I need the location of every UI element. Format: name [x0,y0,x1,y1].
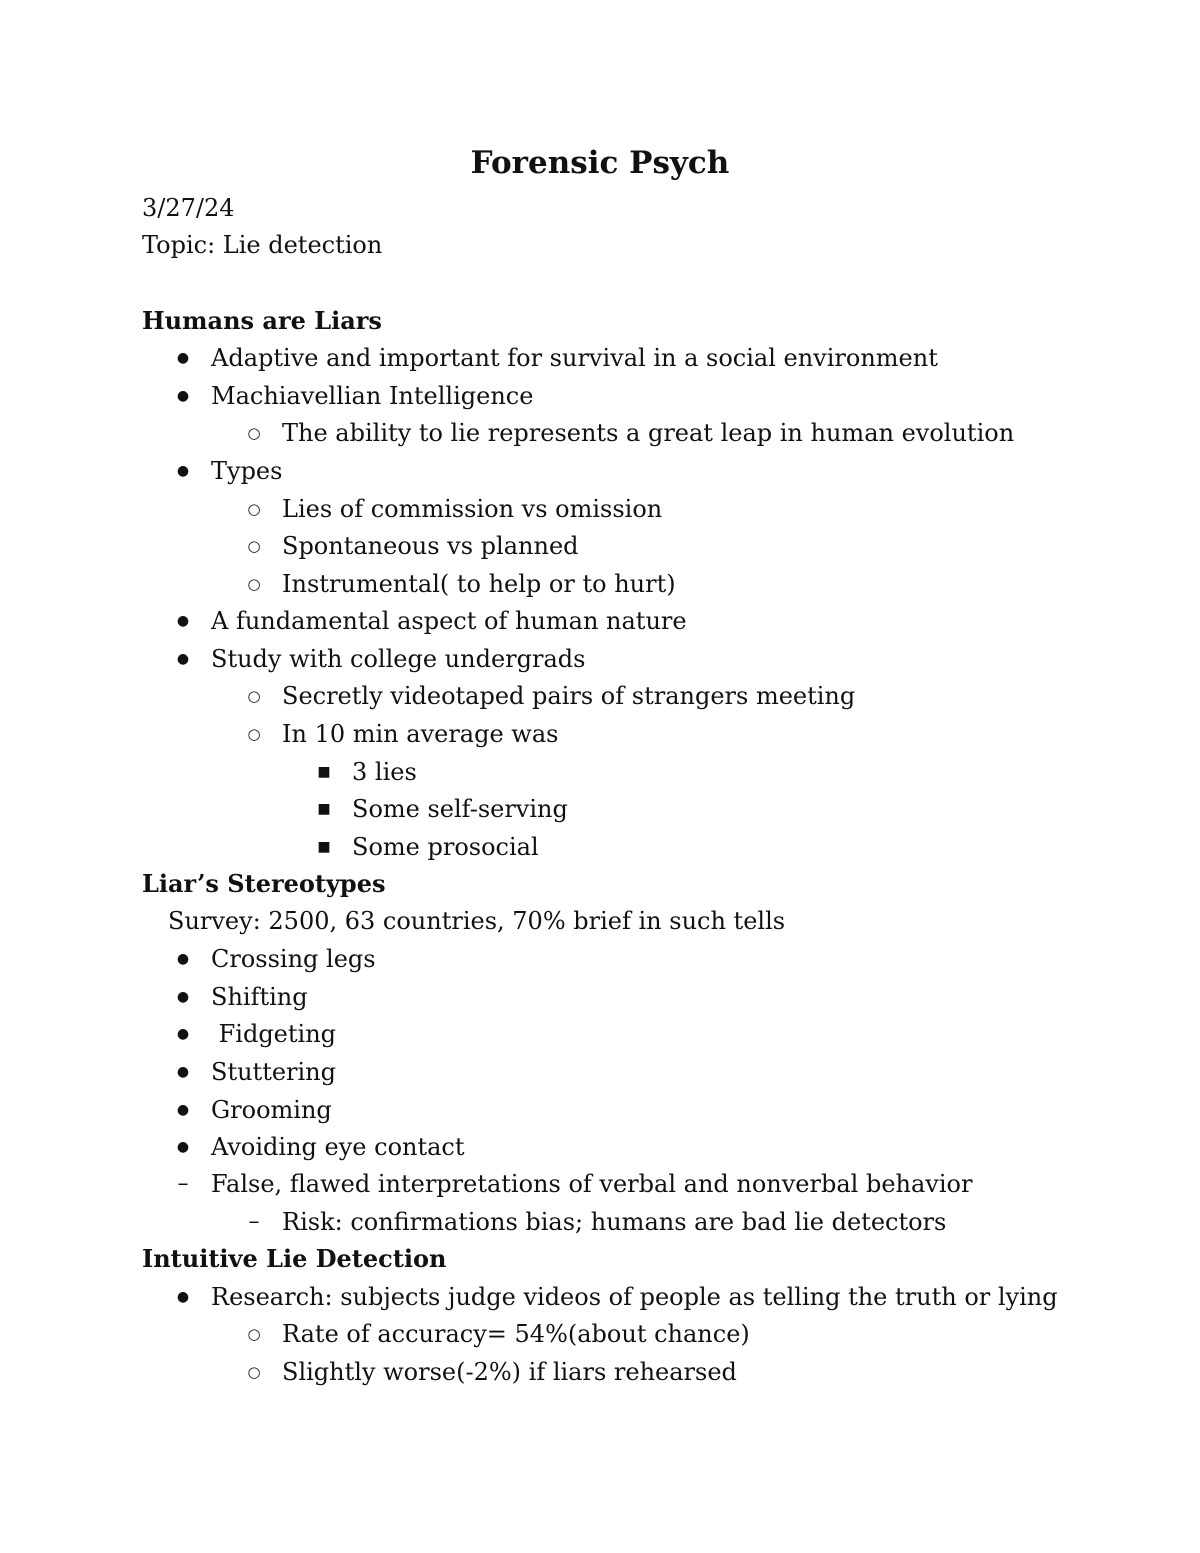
bullet-dash-marker: – [248,1209,260,1234]
list-item: Shifting [211,983,308,1011]
list-item: Lies of commission vs omission [282,495,663,523]
list-item: Crossing legs [211,945,376,973]
bullet-disc-marker: ● [176,1139,190,1155]
list-item: Stuttering [211,1058,337,1086]
list-item: Spontaneous vs planned [282,532,579,560]
page-title: Forensic Psych [470,145,730,181]
list-item: Rate of accuracy= 54%(about chance) [282,1320,750,1348]
list-item: Secretly videotaped pairs of strangers meeting [282,682,856,710]
list-item: Instrumental( to help or to hurt) [282,570,676,598]
bullet-disc-marker: ● [176,1026,190,1042]
list-item: Machiavellian Intelligence [211,382,534,410]
list-item: Some self-serving [352,795,568,823]
list-item: 3 lies [352,758,417,786]
list-item: Slightly worse(-2%) if liars rehearsed [282,1358,737,1386]
list-item: Risk: confirmations bias; humans are bad lie detectors [282,1208,947,1236]
list-item: A fundamental aspect of human nature [211,607,687,635]
bullet-circle-marker: ○ [247,575,261,593]
section-heading-intuitive-lie-detection: Intuitive Lie Detection [142,1244,447,1273]
bullet-dash-marker: – [177,1171,189,1196]
bullet-disc-marker: ● [176,613,190,629]
bullet-circle-marker: ○ [247,537,261,555]
bullet-disc-marker: ● [176,463,190,479]
bullet-circle-marker: ○ [247,1363,261,1381]
list-item: In 10 min average was [282,720,559,748]
bullet-disc-marker: ● [176,989,190,1005]
bullet-disc-marker: ● [176,651,190,667]
section-heading-humans-are-liars: Humans are Liars [142,306,382,335]
bullet-disc-marker: ● [176,1102,190,1118]
bullet-circle-marker: ○ [247,725,261,743]
bullet-square-marker: ■ [317,764,331,780]
list-item: Grooming [211,1096,332,1124]
list-item: Types [211,457,283,485]
bullet-disc-marker: ● [176,1064,190,1080]
survey-line: Survey: 2500, 63 countries, 70% brief in such tells [168,907,786,935]
topic-line: Topic: Lie detection [142,231,383,259]
bullet-square-marker: ■ [317,839,331,855]
bullet-circle-marker: ○ [247,1325,261,1343]
bullet-circle-marker: ○ [247,424,261,442]
list-item: Fidgeting [211,1020,337,1048]
bullet-square-marker: ■ [317,801,331,817]
section-heading-liars-stereotypes: Liar’s Stereotypes [142,869,386,898]
list-item: Some prosocial [352,833,539,861]
bullet-circle-marker: ○ [247,687,261,705]
bullet-circle-marker: ○ [247,500,261,518]
list-item: Research: subjects judge videos of people as telling the truth or lying [211,1283,1058,1311]
list-item: Avoiding eye contact [211,1133,465,1161]
list-item: Study with college undergrads [211,645,586,673]
bullet-disc-marker: ● [176,388,190,404]
bullet-disc-marker: ● [176,350,190,366]
list-item: The ability to lie represents a great leap in human evolution [282,419,1015,447]
list-item: Adaptive and important for survival in a social environment [211,344,938,372]
date-line: 3/27/24 [142,194,235,222]
bullet-disc-marker: ● [176,1289,190,1305]
list-item: False, flawed interpretations of verbal and nonverbal behavior [211,1170,973,1198]
bullet-disc-marker: ● [176,951,190,967]
